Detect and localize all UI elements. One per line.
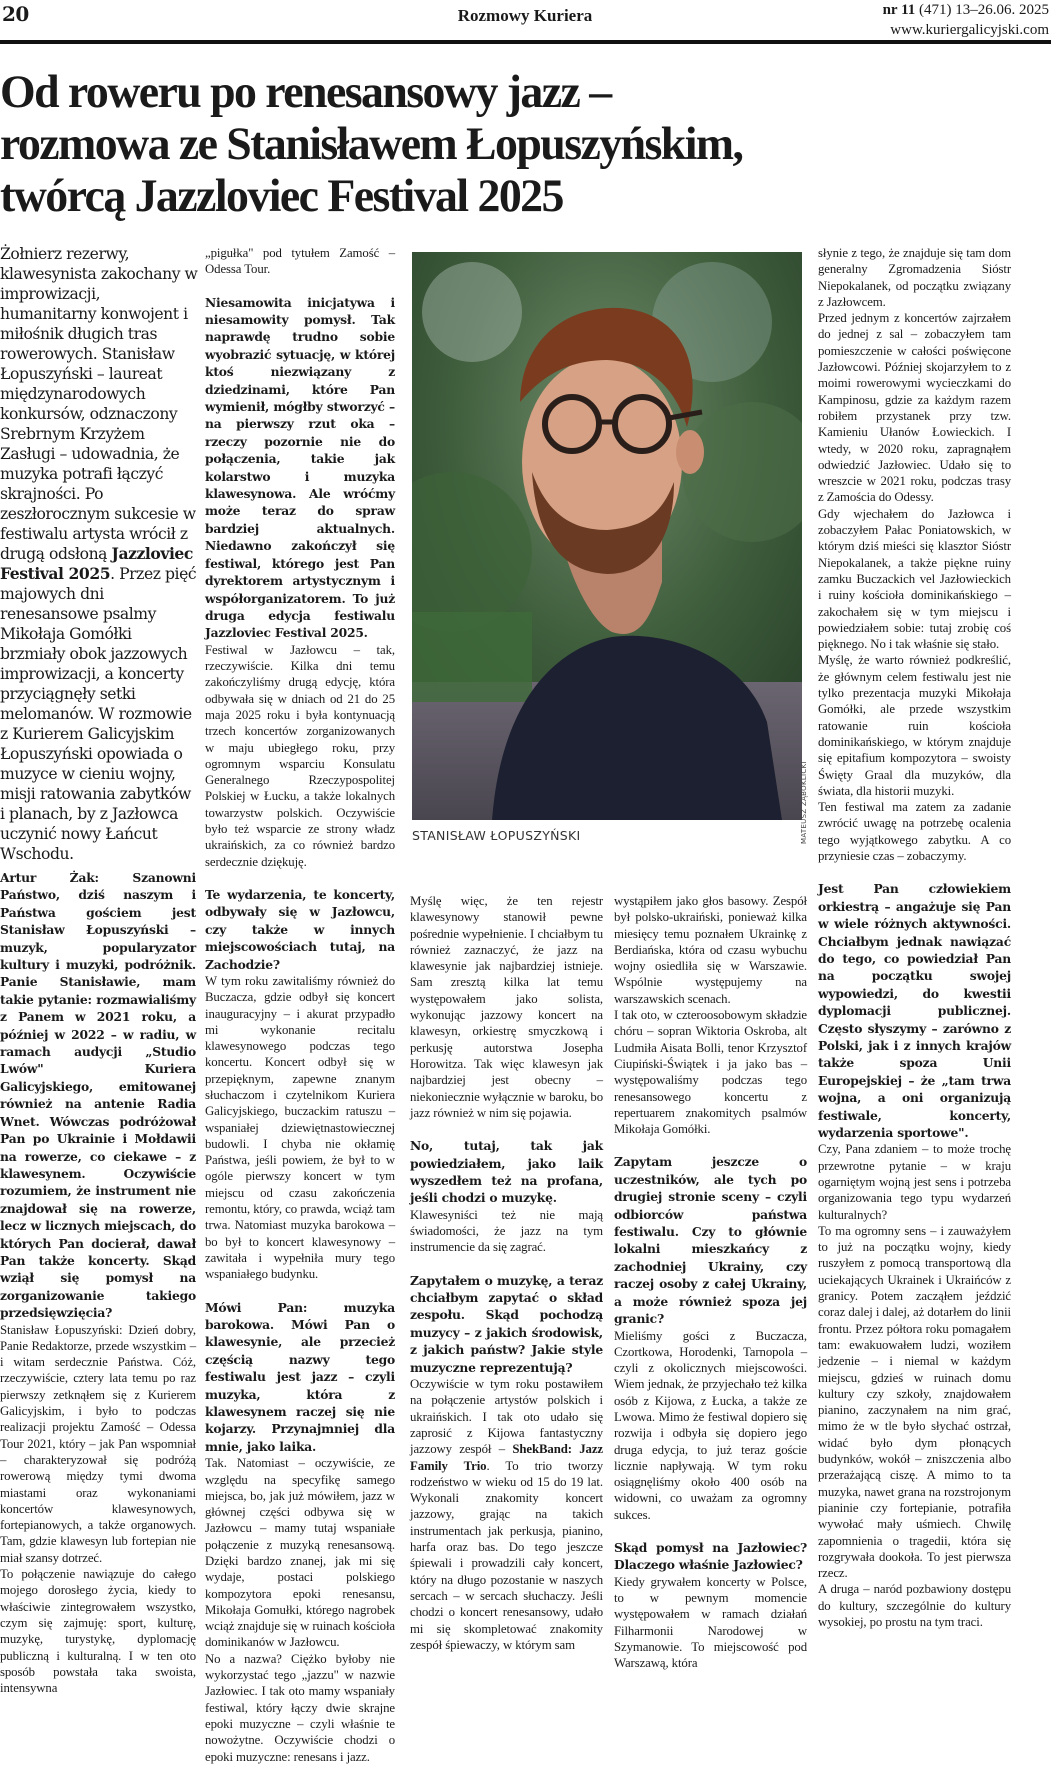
section-name: Rozmowy Kuriera <box>457 6 593 25</box>
question: Niesamowita inicjatywa i niesamowity pomysł. Tak naprawdę trudno sobie wyobrazić sytuację, w której ktoś niezwiązany z dziedzinami, które Pan wymienił, mógłby stworzyć – na pierwszy rzut oka – rzeczy pozornie nie do połączenia, takie jak kolarstwo i muzyka klawesynowa. Ale wróćmy może teraz do spraw bardziej aktualnych. Niedawno zakończył się festiwal, którego jest Pan dyrektorem artystycznym i współorganizatorem. To już druga edycja festiwalu Jazzloviec Festival 2025. <box>205 294 395 641</box>
answer: No a nazwa? Ciężko byłoby nie wykorzystać tego „jazzu" w nazwie Jazłowiec. I tak oto mamy wspaniały festiwal, który łączy dwie skrajne epoki muzyczne – czyli właśnie te nowożytne. Oczywiście chodzi o epoki muzyczne: renesans i jazz. <box>205 1651 395 1764</box>
photo-caption: STANISŁAW ŁOPUSZYŃSKI <box>412 828 581 843</box>
answer: „pigułka" pod tytułem Zamość – Odessa Tour. <box>205 246 395 277</box>
answer: Gdy wjechałem do Jazłowca i zobaczyłem Pałac Poniatowskich, w którym dziś mieści się klasztor Sióstr Niepokalanek, a także piękne ruiny zamku Buczackich vel Jazłowieckich i ruiny kościoła dominikańskiego – zakochałem się w tym miejscu i powiedziałem sobie: tutaj zrobię coś pięknego. No i tak właśnie się stało. <box>818 506 1011 652</box>
answer: Stanisław Łopuszyński: Dzień dobry, Panie Redaktorze, przede wszystkim – i witam serdecznie Państwa. Cóż, rzeczywiście, cztery lata temu po raz pierwszy zetknąłem się z Kurierem Galicyjskim, i było to podczas realizacji projektu Zamość – Odessa Tour 2021, który – jak Pan wspomniał – charakteryzował się podróżą rowerową między tymi dwoma miastami oraz wykonaniami koncertów klawesynowych, fortepianowych, a także organowych. Tam, gdzie klawesyn lub fortepian nie miał szansy dotrzeć. <box>0 1322 196 1565</box>
photo-credit-text: MATEUSZ ŻĄBOKLICKI <box>800 761 808 844</box>
title-line: rozmowa ze Stanisławem Łopuszyńskim, <box>0 118 743 170</box>
column-1 <box>0 869 196 1696</box>
answer <box>410 1376 603 1653</box>
answer: I tak oto, w czteroosobowym składzie chóru – sopran Wiktoria Oskroba, alt Ludmiła Aisata Bolli, tenor Krzysztof Ciupiński-Świątek i ja jako bas – występowaliśmy podczas tego renesansowego koncertu z repertuarem znakomitych psalmów Mikołaja Gomółki. <box>614 1008 807 1137</box>
answer: słynie z tego, że znajduje się tam dom generalny Zgromadzenia Sióstr Niepokalanek, od początku związany z Jazłowcem. <box>818 246 1011 309</box>
answer-text: . To trio tworzy rodzeństwo w wieku od 15 do 19 lat. Wykonali znakomity koncert jazzowy, grając na takich instrumentach jak perkusja, pianino, harfa oraz bas. Do tego jeszcze śpiewali i prowadzili cały koncert, który na długo pozostanie w naszych sercach – w sercach słuchaczy. Jeśli chodzi o koncert renesansowy, udało mi się skompletować znakomity zespół śpiewaczy, w którym sam <box>410 1458 603 1652</box>
question: Skąd pomysł na Jazłowiec? Dlaczego właśnie Jazłowiec? <box>614 1540 807 1573</box>
page-number: 20 <box>2 2 29 26</box>
answer: Myślę więc, że ten rejestr klawesynowy stanowił pewne pośrednie wypełnienie. I chciałbym tu również zaznaczyć, że jazz na klawesynie jak najbardziej istnieje. Sam zresztą kilka lat temu występowałem jako solista, wykonując jazzowy koncert na klawesyn, orkiestrę smyczkową i perkusję autorstwa Josepha Horowitza. Tak więc klawesyn jak najbardziej jest obecny – niekoniecznie wyłącznie w baroku, bo jazz również w nim się pojawia. <box>410 894 603 1120</box>
article-lead <box>0 244 198 864</box>
question: Zapytam jeszcze o uczestników, ale tych po drugiej stronie sceny – czyli odbiorców państwa festiwalu. Czy to głównie lokalni mieszkańcy z zachodniej Ukrainy, czy raczej osoby z całej Ukrainy, a może również spoza jej granic? <box>614 1154 807 1327</box>
question: Jest Pan człowiekiem orkiestrą – angażuje się Pan w wiele różnych aktywności. Chciałbym jednak nawiązać do tego, co powiedział Pan na początku swojej wypowiedzi, do kwestii dyplomacji publicznej. Często słyszymy – zarówno z Polski, jak i z innych krajów także spoza Unii Europejskiej – że „tam trwa wojna, a oni organizują festiwale, koncerty, wydarzenia sportowe". <box>818 881 1011 1140</box>
answer: To połączenie nawiązuje do całego mojego dorosłego życia, kiedy to właściwie zintegrowałem wszystko, czym się zajmuję: sport, kulturę, muzykę, turystykę, dyplomację publiczną i kulturalną. I w ten oto sposób powstała taka swoista, intensywna <box>0 1567 196 1696</box>
lead-festival-name: Jazzloviec Festival 2025 <box>0 544 193 583</box>
answer: Myślę, że warto również podkreślić, że głównym celem festiwalu jest nie tylko prezentacja muzyki Mikołaja Gomółki, ale przede wszystkim ratowanie ruin kościoła dominikańskiego, w którym znajduje się epitafium kompozytora – swoisty Święty Graal dla muzyków, dla świata, dla historii muzyki. <box>818 653 1011 798</box>
column-2 <box>205 245 395 1765</box>
answer: Ten festiwal ma zatem za zadanie zwrócić uwagę na potrzebę ocalenia tego wyjątkowego zabytku. A co przyniesie czas – zobaczymy. <box>818 800 1011 863</box>
band-name: ShekBand: Jazz Family Trio <box>410 1442 603 1473</box>
issue-info <box>883 0 1049 40</box>
portrait-photo <box>412 252 802 820</box>
question: Zapytałem o muzykę, a teraz chciałbym zapytać o skład zespołu. Skąd pochodzą muzycy – z jakich środowisk, z jakich państw? Jakie style muzyczne reprezentują? <box>410 1272 603 1375</box>
column-4 <box>614 893 807 1672</box>
question: Te wydarzenia, te koncerty, odbywały się w Jazłowcu, czy także w innych miejscowościach tutaj, na Zachodzie? <box>205 886 395 972</box>
question: Mówi Pan: muzyka barokowa. Mówi Pan o klawesynie, ale przecież częścią nazwy tego festiwalu jest jazz – czyli muzyka, która z klawesynem raczej się nie kojarzy. Przynajmniej dla mnie, jako laika. <box>205 1299 395 1454</box>
column-5 <box>818 245 1011 1630</box>
answer: A druga – naród pozbawiony dostępu do kultury, szczególnie do kultury wysokiej, po prostu na tym traci. <box>818 1582 1011 1629</box>
page-header <box>0 0 1051 44</box>
title-line: Od roweru po renesansowy jazz – <box>0 66 611 118</box>
answer: W tym roku zawitaliśmy również do Buczacza, gdzie odbył się koncert inauguracyjny – i akurat przypadło mi wykonanie recitalu klawesynowego podczas tego koncertu. Koncert odbył się w przepięknym, zapewne znanym słuchaczom i czytelnikom Kuriera Galicyjskiego, buczackim ratuszu – wspaniałej dziewiętnastowiecznej budowli. I chyba nie okłamię Państwa, jeśli powiem, że był to w ogóle pierwszy koncert w tym miejscu od czasu zakończenia remontu, który, co prawda, wciąż tam trwa. Natomiast muzyka barokowa – bo był to koncert klawesynowy – zawitała i wypełniła mury tego wspaniałego budynku. <box>205 973 395 1282</box>
answer: Kiedy grywałem koncerty w Polsce, to w pewnym momencie występowałem w ramach działań Filharmonii Narodowej w Szymanowie. To miejscowość pod Warszawą, która <box>614 1574 807 1671</box>
lead-text: . Przez pięć majowych dni renesansowe psalmy Mikołaja Gomółki brzmiały obok jazzowych improwizacji, a koncerty przyciągnęły setki melomanów. W rozmowie z Kurierem Galicyjskim Łopuszyński opowiada o muzyce w cieniu wojny, misji ratowania zabytków i planach, by z Jazłowca uczynić nowy Łańcut Wschodu. <box>0 565 197 863</box>
column-3 <box>410 893 603 1653</box>
photo-credit <box>800 744 810 844</box>
title-line: twórcą Jazzloviec Festival 2025 <box>0 170 563 222</box>
answer: Przed jednym z koncertów zajrzałem do jednej z sal – zobaczyłem tam pomieszczenie w całości poświęcone Jazłowcowi. Później skojarzyłem to z moimi rowerowymi wycieczkami do Kampinosu, gdzie za każdym razem robiłem przystanek przy tzw. Kamieniu Ułanów Łowieckich. I wtedy, w 2020 roku, zapragnąłem odwiedzić Jazłowiec. Udało się to wreszcie w 2021 roku, podczas trasy z Zamościa do Odessy. <box>818 311 1011 505</box>
lead-text: Żołnierz rezerwy, klawesynista zakochany w improwizacji, humanitarny konwojent i miłośnik długich tras rowerowych. Stanisław Łopuszyński – laureat międzynarodowych konkursów, odznaczony Srebrnym Krzyżem Zasługi – udowadnia, że muzyka potrafi łączyć skrajności. Po zeszłorocznym sukcesie w festiwalu artysta wrócił z drugą odsłoną <box>0 245 198 563</box>
answer-text: Oczywiście w tym roku postawiłem na połączenie artystów polskich i ukraińskich. I tak oto udało się zaprosić z Kijowa fantastyczny jazzowy zespół – <box>410 1377 603 1457</box>
issue-date: (471) 13–26.06. 2025 <box>915 2 1049 18</box>
answer: Klawesyniści też nie mają świadomości, że jazz na tym instrumencie da się zagrać. <box>410 1207 603 1255</box>
answer: wystąpiłem jako głos basowy. Zespół był polsko-ukraiński, ponieważ kilka miesięcy temu poznałem Ukrainkę z Berdiańska, która od czasu wybuchu wojny osiedliła się w Warszawie. Wspólnie występujemy na warszawskich scenach. <box>614 894 807 1006</box>
answer: To ma ogromny sens – i zauważyłem to już na początku wojny, kiedy ruszyłem z pomocą transportową dla uciekających Ukrainek i Ukraińców z granicy. Potem zacząłem jeździć coraz dalej i dalej, aż dotarłem do linii frontu. Przez półtora roku pomagałem tam: ewakuowałem ludzi, woziłem jedzenie – i niemal w każdym miejscu, gdzieś w ruinach domu kultury czy szkoły, znajdowałem pianino, zaczynałem na nim grać, mimo że w tle było słychać ostrzał, widać było dym płonących budynków, wokół – zniszczenia albo przerażającą ciszę. A mimo to ta muzyka, nawet grana na rozstrojonym pianinie czy fortepianie, potrafiła wywołać mały uśmiech. Chwilę zapomnienia o tragedii, która się rozgrywała dookoła. To jest pierwsza rzecz. <box>818 1223 1011 1581</box>
issue-number: nr 11 <box>882 2 916 18</box>
answer: Mieliśmy gości z Buczacza, Czortkowa, Horodenki, Tarnopola – czyli z okolicznych miejscowości. Wiem jednak, że przyjechało też kilka osób z Kijowa, z Łucka, a także ze Lwowa. Mimo że festiwal dopiero się rozwija i odbyła się dopiero jego druga edycja, to już teraz goście licznie napływają. W tym roku osiągnęliśmy około 400 osób na widowni, co uważam za ogromny sukces. <box>614 1328 807 1522</box>
answer: Festiwal w Jazłowcu – tak, rzeczywiście. Kilka dni temu zakończyliśmy drugą edycję, która odbywała się w dniach od 21 do 25 maja 2025 roku i była kontynuacją trzech koncertów zorganizowanych w maju ubiegłego roku, przy ogromnym wsparciu Konsulatu Generalnego Rzeczypospolitej Polskiej w Łucku, a także lokalnych towarzystw polskich. Oczywiście było też wsparcie ze strony władz ukraińskich, za co również bardzo serdecznie dziękuję. <box>205 642 395 869</box>
website-link[interactable]: www.kuriergalicyjski.com <box>890 22 1049 38</box>
answer: Tak. Natomiast – oczywiście, ze względu na specyfikę samego miejsca, bo, jak już mówiłem, jazz w głównej części odbywa się w Jazłowcu – mamy tutaj wspaniałe połączenie z muzyką renesansową. Dzięki bardzo znanej, jak mi się wydaje, postaci polskiego kompozytora epoki renesansu, Mikołaja Gomułki, którego nagrobek wciąż znajduje się w ruinach kościoła dominikanów w Jazłowcu. <box>205 1456 395 1650</box>
portrait-image <box>412 252 802 820</box>
header-rule <box>0 40 1051 44</box>
answer: Czy, Pana zdaniem – to może trochę przewrotne pytanie – w kraju ogarniętym wojną jest sens i potrzeba organizowania tego typu wydarzeń kulturalnych? <box>818 1142 1011 1222</box>
article-title <box>0 66 1025 222</box>
question: No, tutaj, tak jak powiedziałem, jako laik wyszedłem też na profana, jeśli chodzi o muzykę. <box>410 1138 603 1206</box>
question: Artur Żak: Szanowni Państwo, dziś naszym i Państwa gościem jest Stanisław Łopuszyński – muzyk, popularyzator kultury i muzyki, podróżnik. Panie Stanisławie, mam takie pytanie: rozmawialiśmy z Panem w 2021 roku, a później w 2022 – w radiu, w ramach audycji „Studio Lwów" Kuriera Galicyjskiego, emitowanej również na antenie Radia Wnet. Wówczas podróżował Pan po Ukrainie i Mołdawii na rowerze, co ciekawe – z klawesynem. Oczywiście rozumiem, że instrument nie znajdował się na rowerze, lecz w licznych miejscach, do których Pan docierał, dawał Pan także koncerty. Skąd wziął się pomysł na zorganizowanie takiego przedsięwzięcia? <box>0 870 196 1321</box>
